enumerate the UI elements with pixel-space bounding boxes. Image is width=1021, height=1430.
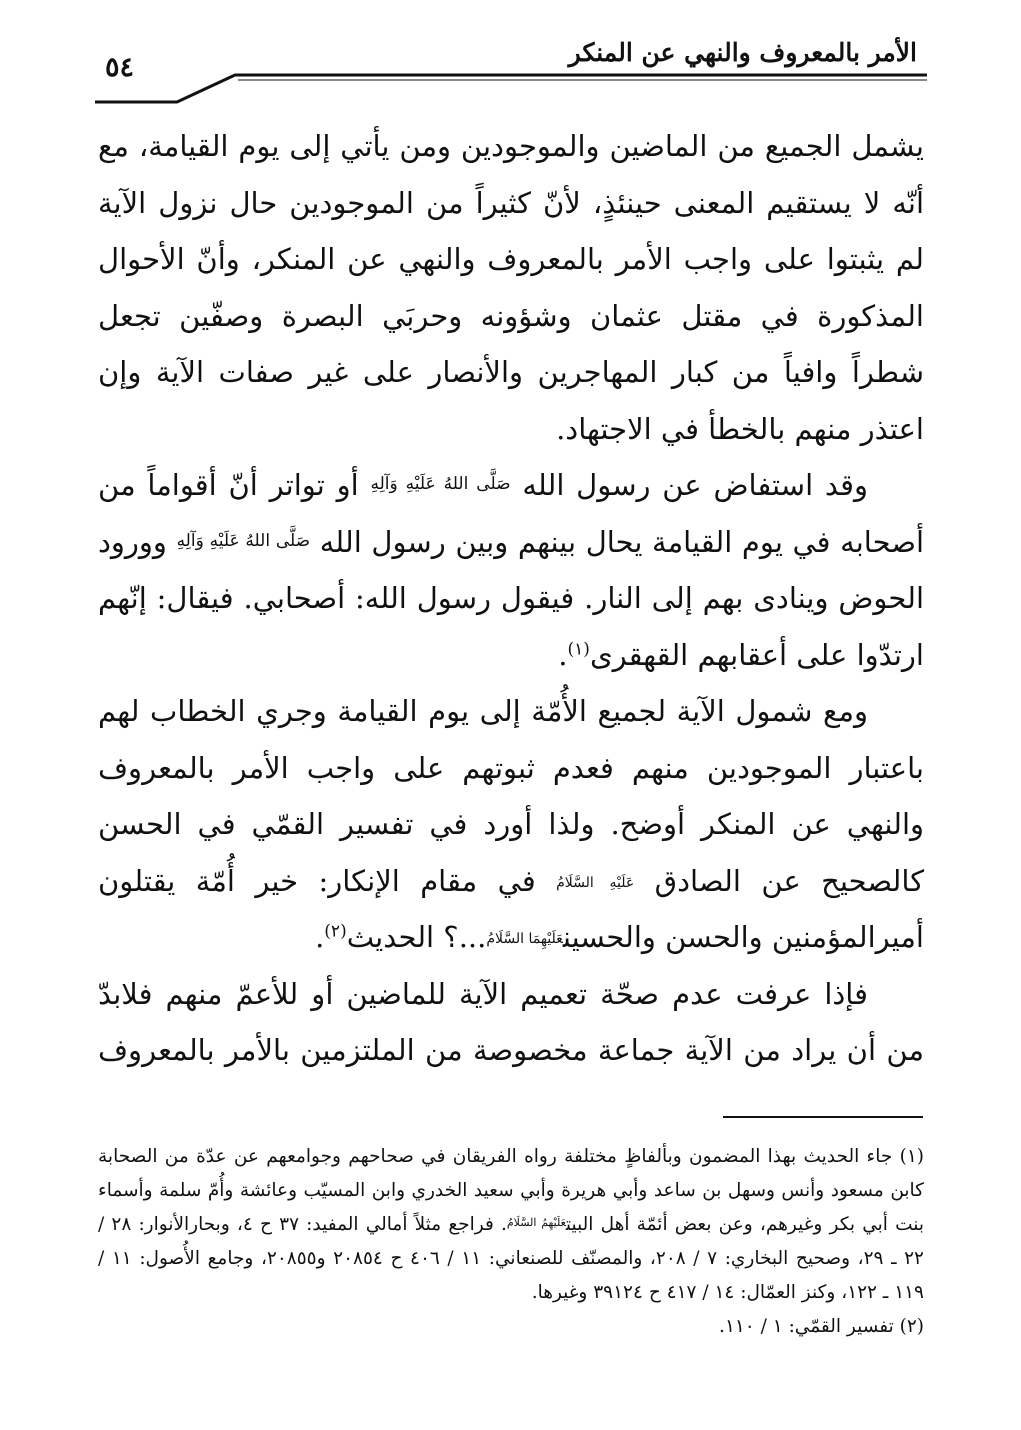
body-text bbox=[98, 118, 924, 1079]
footnote-1-part-a: (١) جاء الحديث بهذا المضمون وبألفاظٍ مختلفة رواه الفريقان في صحاحهم وجوامعهم عن عدّة من الصحابة كابن مسعود وأنس وسهل بن ساعد وأبي هريرة وأبي سعيد الخدري وابن المسيّب وعائشة وأُمّ سلمة وأسماء بنت أبي بكر وغيرهم، وعن بعض أئمّة أهل البيت bbox=[98, 1146, 925, 1235]
paragraph-2-part-b: أو تواتر أنّ أقواماً من أصحابه في يوم القيامة يحال بينهم وبين رسول الله bbox=[98, 468, 925, 559]
paragraph-1: يشمل الجميع من الماضين والموجودين ومن يأتي إلى يوم القيامة، مع أنّه لا يستقيم المعنى حينئذٍ، لأنّ كثيراً من الموجودين حال نزول الآية لم يثبتوا على واجب الأمر بالمعروف والنهي عن المنكر، وأنّ الأحوال المذكورة في مقتل عثمان وشؤونه وحربَي البصرة وصفّين تجعل شطراً وافياً من كبار المهاجرين والأنصار على غير صفات الآية وإن اعتذر منهم بالخطأ في الاجتهاد. bbox=[98, 129, 924, 446]
paragraph-2-part-c: وورود الحوض وينادى بهم إلى النار. فيقول رسول الله: أصحابي. فيقال: إنّهم ارتدّوا على أعقابهم القهقرى bbox=[98, 524, 924, 672]
paragraph-3-part-a: ومع شمول الآية لجميع الأُمّة إلى يوم القيامة وجري الخطاب لهم باعتبار الموجودين منهم فعدم ثبوتهم على واجب الأمر بالمعروف والنهي عن المنكر أوضح. ولذا أورد في تفسير القمّي في الحسن كالصحيح عن الصادق bbox=[98, 694, 924, 898]
footnote-1 bbox=[98, 1140, 924, 1310]
paragraph-2-part-a: وقد استفاض عن رسول الله bbox=[522, 468, 869, 502]
paragraph-3 bbox=[98, 683, 924, 966]
paragraph-4: فإذا عرفت عدم صحّة تعميم الآية للماضين أو للأعمّ منهم فلابدّ من أن يراد من الآية جماعة مخصوصة من الملتزمين بالأمر بالمعروف bbox=[98, 976, 924, 1067]
honorific-symbol: عَلَيْهِمَا السَّلَامُ bbox=[486, 931, 563, 947]
paragraph-3-end: . bbox=[315, 920, 325, 954]
page-header bbox=[95, 30, 927, 105]
footnote-reference-1[interactable]: (١) bbox=[567, 638, 590, 659]
paragraph-2 bbox=[98, 457, 924, 683]
paragraph-3-part-b: في مقام الإنكار: خير أُمّة يقتلون أميرالمؤمنين والحسن والحسين bbox=[98, 863, 924, 954]
paragraph-2-end: . bbox=[558, 637, 568, 672]
running-title: الأمر بالمعروف والنهي عن المنكر bbox=[568, 38, 917, 67]
footnote-separator bbox=[723, 1116, 923, 1118]
honorific-symbol: صَلَّى اللهُ عَلَيْهِ وَآلِهِ bbox=[176, 530, 311, 551]
footnotes bbox=[98, 1140, 924, 1344]
honorific-symbol: عَلَيْهِمُ السَّلَامُ bbox=[506, 1216, 566, 1229]
page-number: ٥٤ bbox=[105, 52, 135, 83]
honorific-symbol: صَلَّى اللهُ عَلَيْهِ وَآلِهِ bbox=[370, 474, 511, 494]
footnote-2: (٢) تفسير القمّي: ١ / ١١٠. bbox=[719, 1316, 924, 1337]
honorific-symbol: عَلَيْهِ السَّلَامُ bbox=[556, 874, 635, 891]
footnote-reference-2[interactable]: (٢) bbox=[324, 921, 347, 942]
footnote-1-part-b: . فراجع مثلاً أمالي المفيد: ٣٧ ح ٤، وبحارالأنوار: ٢٨ / ٢٢ ـ ٢٩، وصحيح البخاري: ٧ / ٢٠٨، والمصنّف للصنعاني: ١١ / ٤٠٦ ح ٢٠٨٥٤ و٢٠٨٥٥، وجامع الأُصول: ١١ / ١١٩ ـ ١٢٢، وكنز العمّال: ١٤ / ٤١٧ ح ٣٩١٢٤ وغيرها. bbox=[98, 1214, 924, 1303]
paragraph-3-part-c: ...؟ الحديث bbox=[346, 920, 487, 954]
